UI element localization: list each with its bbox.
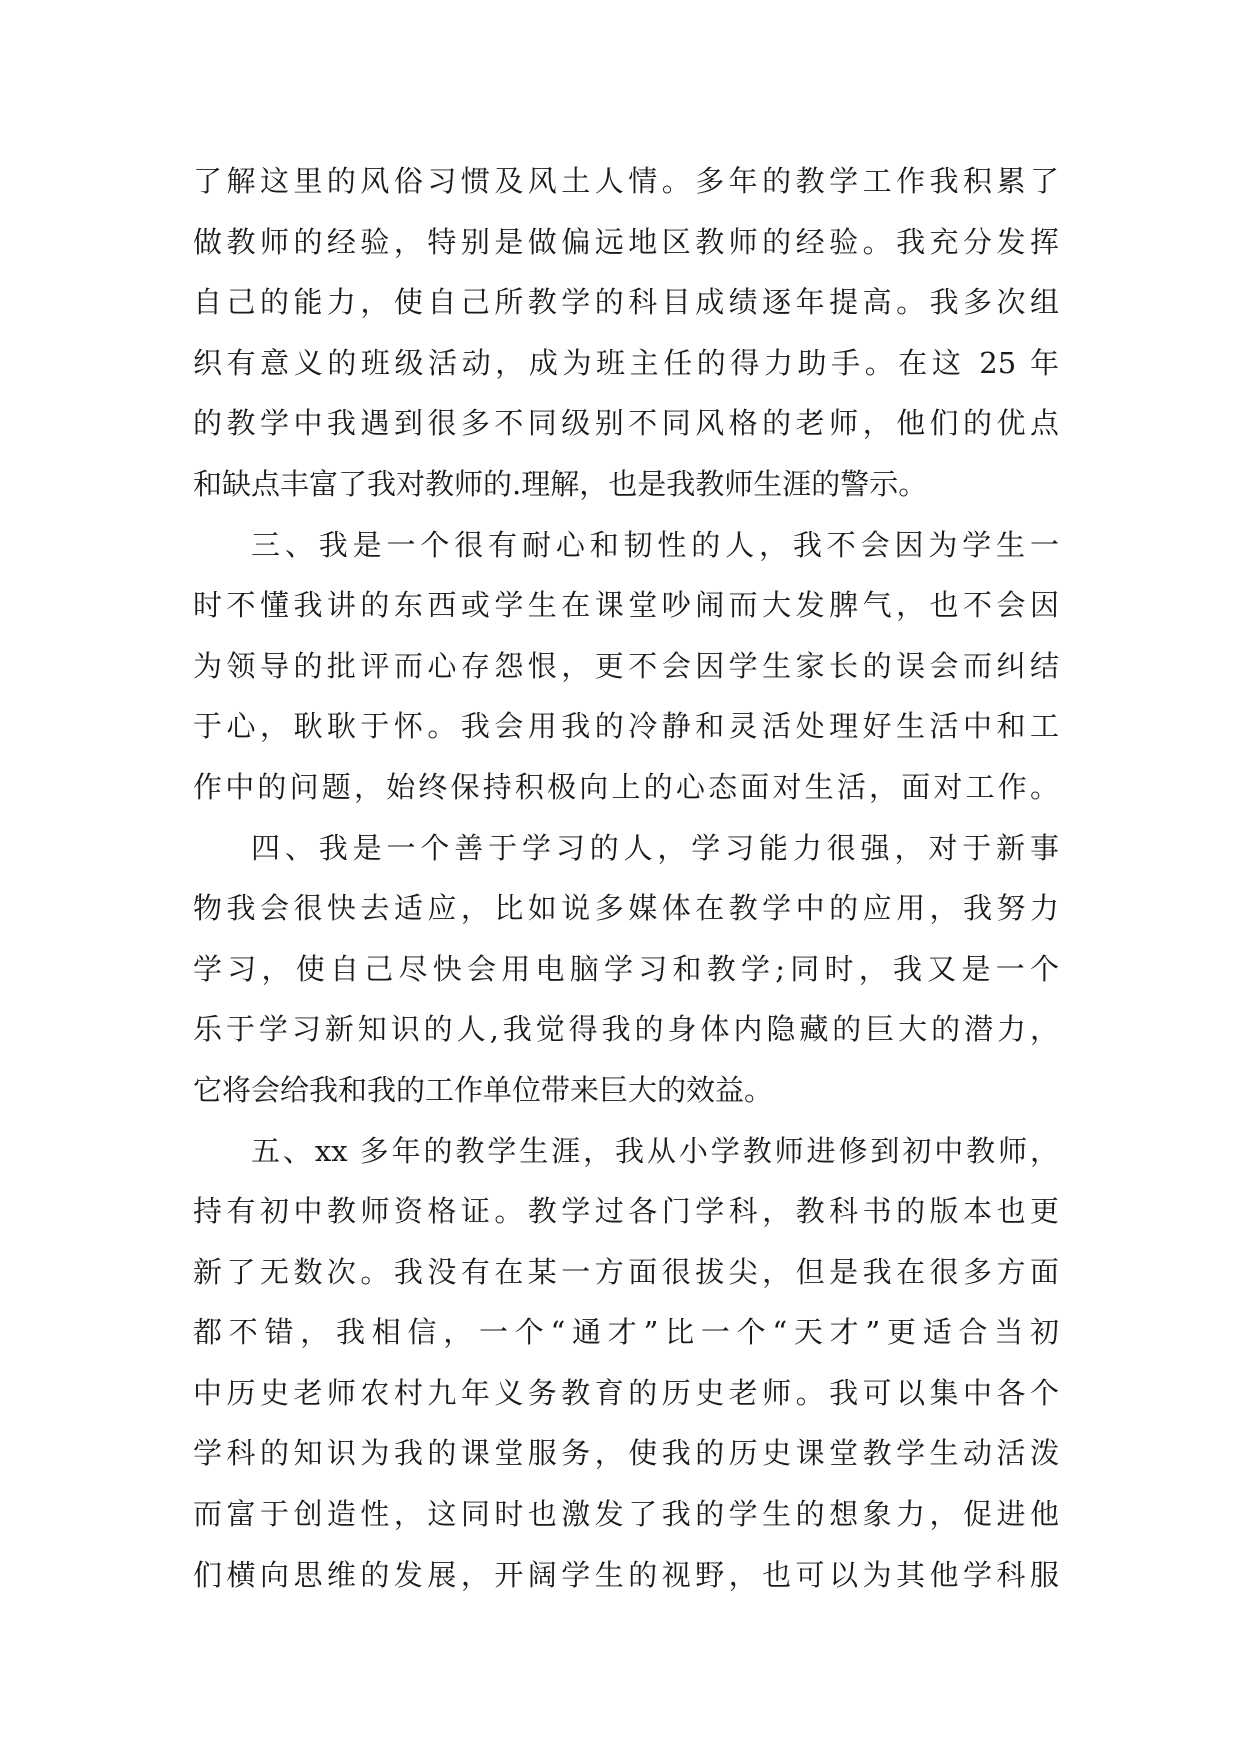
text-line: 了解这里的风俗习惯及风土人情。多年的教学工作我积累了: [193, 164, 1059, 198]
text-line: 学习，使自己尽快会用电脑学习和教学;同时，我又是一个: [193, 951, 1059, 986]
text-line: 学科的知识为我的课堂服务，使我的历史课堂教学生动活泼: [193, 1436, 1059, 1471]
text-line: 持有初中教师资格证。教学过各门学科，教科书的版本也更: [193, 1194, 1059, 1229]
text-line: 作中的问题，始终保持积极向上的心态面对生活，面对工作。: [193, 769, 1059, 804]
text-line: 自己的能力，使自己所教学的科目成绩逐年提高。我多次组: [193, 285, 1059, 320]
text-line: 织有意义的班级活动，成为班主任的得力助手。在这 25 年: [193, 345, 1059, 380]
text-line: 为领导的批评而心存怨恨，更不会因学生家长的误会而纠结: [193, 648, 1059, 683]
text-line: 的教学中我遇到很多不同级别不同风格的老师，他们的优点: [193, 406, 1059, 441]
text-line: 们横向思维的发展，开阔学生的视野，也可以为其他学科服: [193, 1557, 1059, 1592]
paragraph-start-line: 三、我是一个很有耐心和韧性的人，我不会因为学生一: [251, 527, 1059, 562]
text-line: 它将会给我和我的工作单位带来巨大的效益。: [193, 1072, 774, 1107]
text-line: 而富于创造性，这同时也激发了我的学生的想象力，促进他: [193, 1497, 1059, 1532]
text-line: 物我会很快去适应，比如说多媒体在教学中的应用，我努力: [193, 891, 1059, 926]
body-text: [193, 151, 1059, 1605]
text-line: 中历史老师农村九年义务教育的历史老师。我可以集中各个: [193, 1375, 1059, 1410]
text-line: 时不懂我讲的东西或学生在课堂吵闹而大发脾气，也不会因: [193, 588, 1059, 623]
paragraph-start-line: 五、xx 多年的教学生涯，我从小学教师进修到初中教师，: [251, 1133, 1059, 1168]
text-line: 乐于学习新知识的人,我觉得我的身体内隐藏的巨大的潜力，: [193, 1012, 1059, 1047]
text-line: 新了无数次。我没有在某一方面很拔尖，但是我在很多方面: [193, 1254, 1059, 1289]
paragraph-start-line: 四、我是一个善于学习的人，学习能力很强，对于新事: [251, 830, 1059, 865]
text-line: 做教师的经验，特别是做偏远地区教师的经验。我充分发挥: [193, 224, 1059, 259]
text-line: 都不错，我相信，一个“通才”比一个“天才”更适合当初: [193, 1315, 1059, 1350]
text-line: 于心，耿耿于怀。我会用我的冷静和灵活处理好生活中和工: [193, 709, 1059, 744]
text-line: 和缺点丰富了我对教师的.理解，也是我教师生涯的警示。: [193, 466, 928, 501]
